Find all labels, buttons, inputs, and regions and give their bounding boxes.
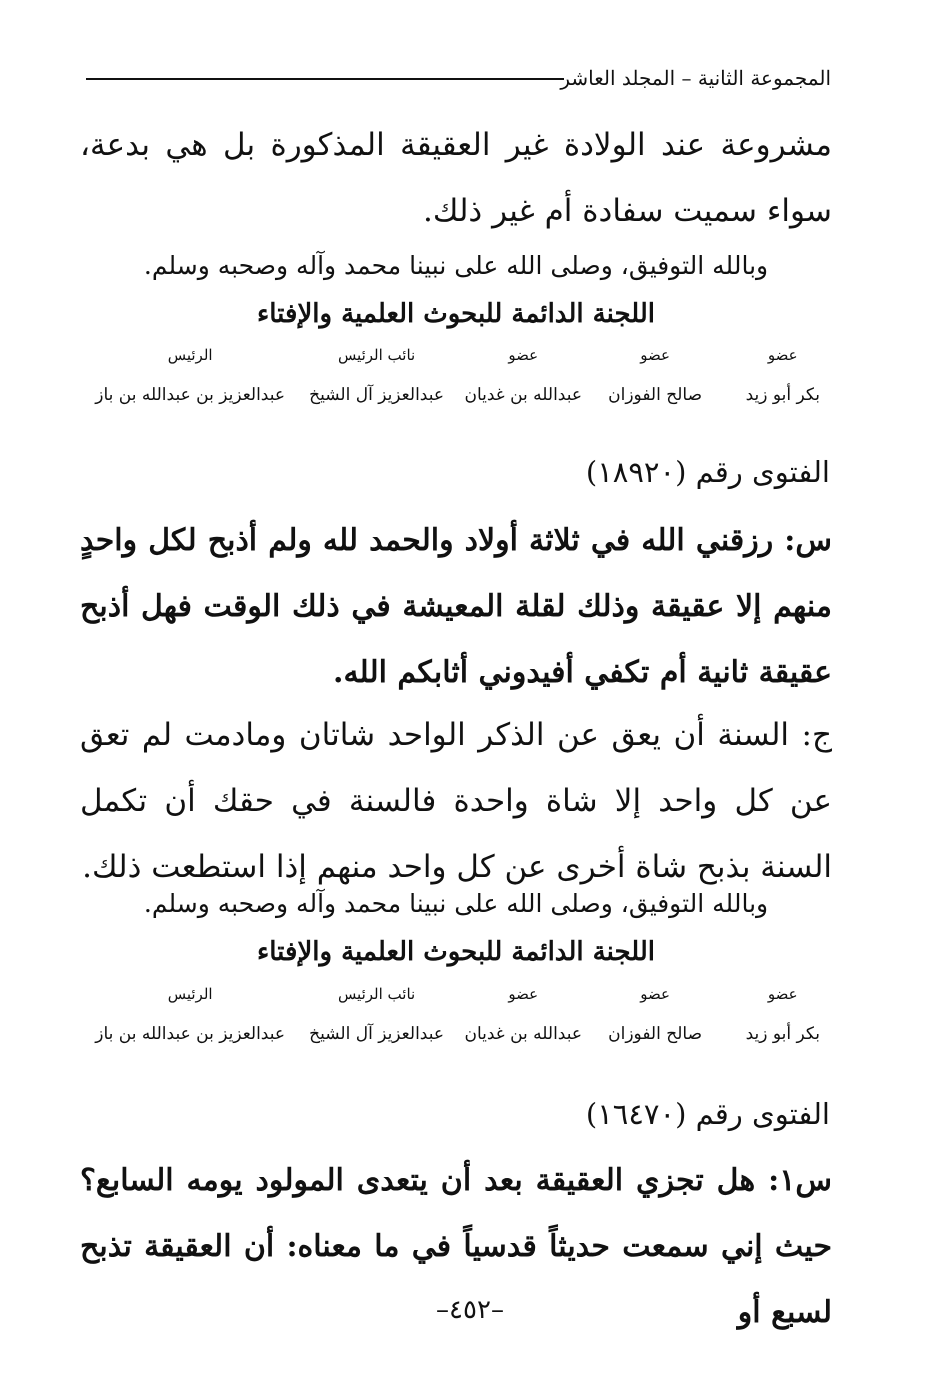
committee-signatories-2	[95, 984, 820, 1044]
header-rule	[86, 78, 564, 80]
signatory-role: عضو	[640, 985, 670, 1003]
signatory-role: عضو	[508, 346, 539, 364]
signatory-name: عبدالعزيز بن عبدالله بن باز	[95, 385, 285, 405]
fatwa-number-2: الفتوى رقم (١٦٤٧٠)	[585, 1097, 830, 1131]
signatory-name: صالح الفوزان	[608, 1024, 702, 1044]
fatwa-2-question: س١: هل تجزي العقيقة بعد أن يتعدى المولود يومه السابع؟ حيث إني سمعت حديثاً قدسياً في ما معناه: أن العقيقة تذبح لسبع أو	[80, 1163, 832, 1330]
fatwa-1-question: س: رزقني الله في ثلاثة أولاد والحمد لله ولم أذبح لكل واحدٍ منهم إلا عقيقة وذلك لقلة المعيشة في ذلك الوقت فهل أذبح عقيقة ثانية أم تكفي أفيدوني أثابكم الله.	[80, 523, 832, 690]
signatory-role: عضو	[767, 985, 798, 1003]
signatory-role: عضو	[640, 346, 670, 364]
signatory	[95, 984, 285, 1046]
committee-signatories-1	[95, 345, 820, 405]
signatory-role: عضو	[508, 985, 539, 1003]
signatory	[608, 345, 702, 407]
header-title: المجموعة الثانية – المجلد العاشر	[560, 66, 831, 90]
fatwa-1-answer: ج: السنة أن يعق عن الذكر الواحد شاتان ومادمت لم تعق عن كل واحد إلا شاة واحدة فالسنة في حقك أن تكمل السنة بذبح شاة أخرى عن كل واحد منهم إذا استطعت ذلك.	[80, 717, 832, 885]
signatory-role: نائب الرئيس	[337, 985, 416, 1003]
signatory-role: عضو	[767, 346, 798, 364]
signatory	[95, 345, 285, 407]
signatory	[464, 984, 582, 1046]
signatory-name: عبدالله بن غديان	[464, 1024, 582, 1044]
signatory	[464, 345, 582, 407]
signatory-name: عبدالعزيز آل الشيخ	[309, 1024, 444, 1044]
signatory-name: عبدالعزيز آل الشيخ	[309, 385, 444, 405]
signatory	[746, 345, 820, 407]
closing-line-1: وبالله التوفيق، وصلى الله على نبينا محمد وآله وصحبه وسلم.	[143, 251, 769, 280]
signatory-name: صالح الفوزان	[608, 385, 702, 405]
fatwa-number-1: الفتوى رقم (١٨٩٢٠)	[585, 455, 830, 489]
signatory	[608, 984, 702, 1046]
page-number: –٤٥٢–	[436, 1295, 504, 1325]
signatory-name: بكر أبو زيد	[745, 385, 820, 405]
signatory	[309, 345, 444, 407]
signatory-role: نائب الرئيس	[337, 346, 416, 364]
closing-line-2: وبالله التوفيق، وصلى الله على نبينا محمد وآله وصحبه وسلم.	[143, 889, 769, 918]
intro-paragraph: مشروعة عند الولادة غير العقيقة المذكورة بل هي بدعة، سواء سميت سفادة أم غير ذلك.	[80, 127, 832, 229]
signatory	[309, 984, 444, 1046]
committee-title-1: اللجنة الدائمة للبحوث العلمية والإفتاء	[257, 299, 655, 329]
signatory-name: عبدالعزيز بن عبدالله بن باز	[95, 1024, 285, 1044]
signatory-name: عبدالله بن غديان	[464, 385, 582, 405]
committee-title-2: اللجنة الدائمة للبحوث العلمية والإفتاء	[257, 937, 655, 967]
signatory	[746, 984, 820, 1046]
signatory-role: الرئيس	[167, 985, 213, 1003]
signatory-role: الرئيس	[167, 346, 213, 364]
signatory-name: بكر أبو زيد	[745, 1024, 820, 1044]
running-header	[86, 64, 831, 94]
